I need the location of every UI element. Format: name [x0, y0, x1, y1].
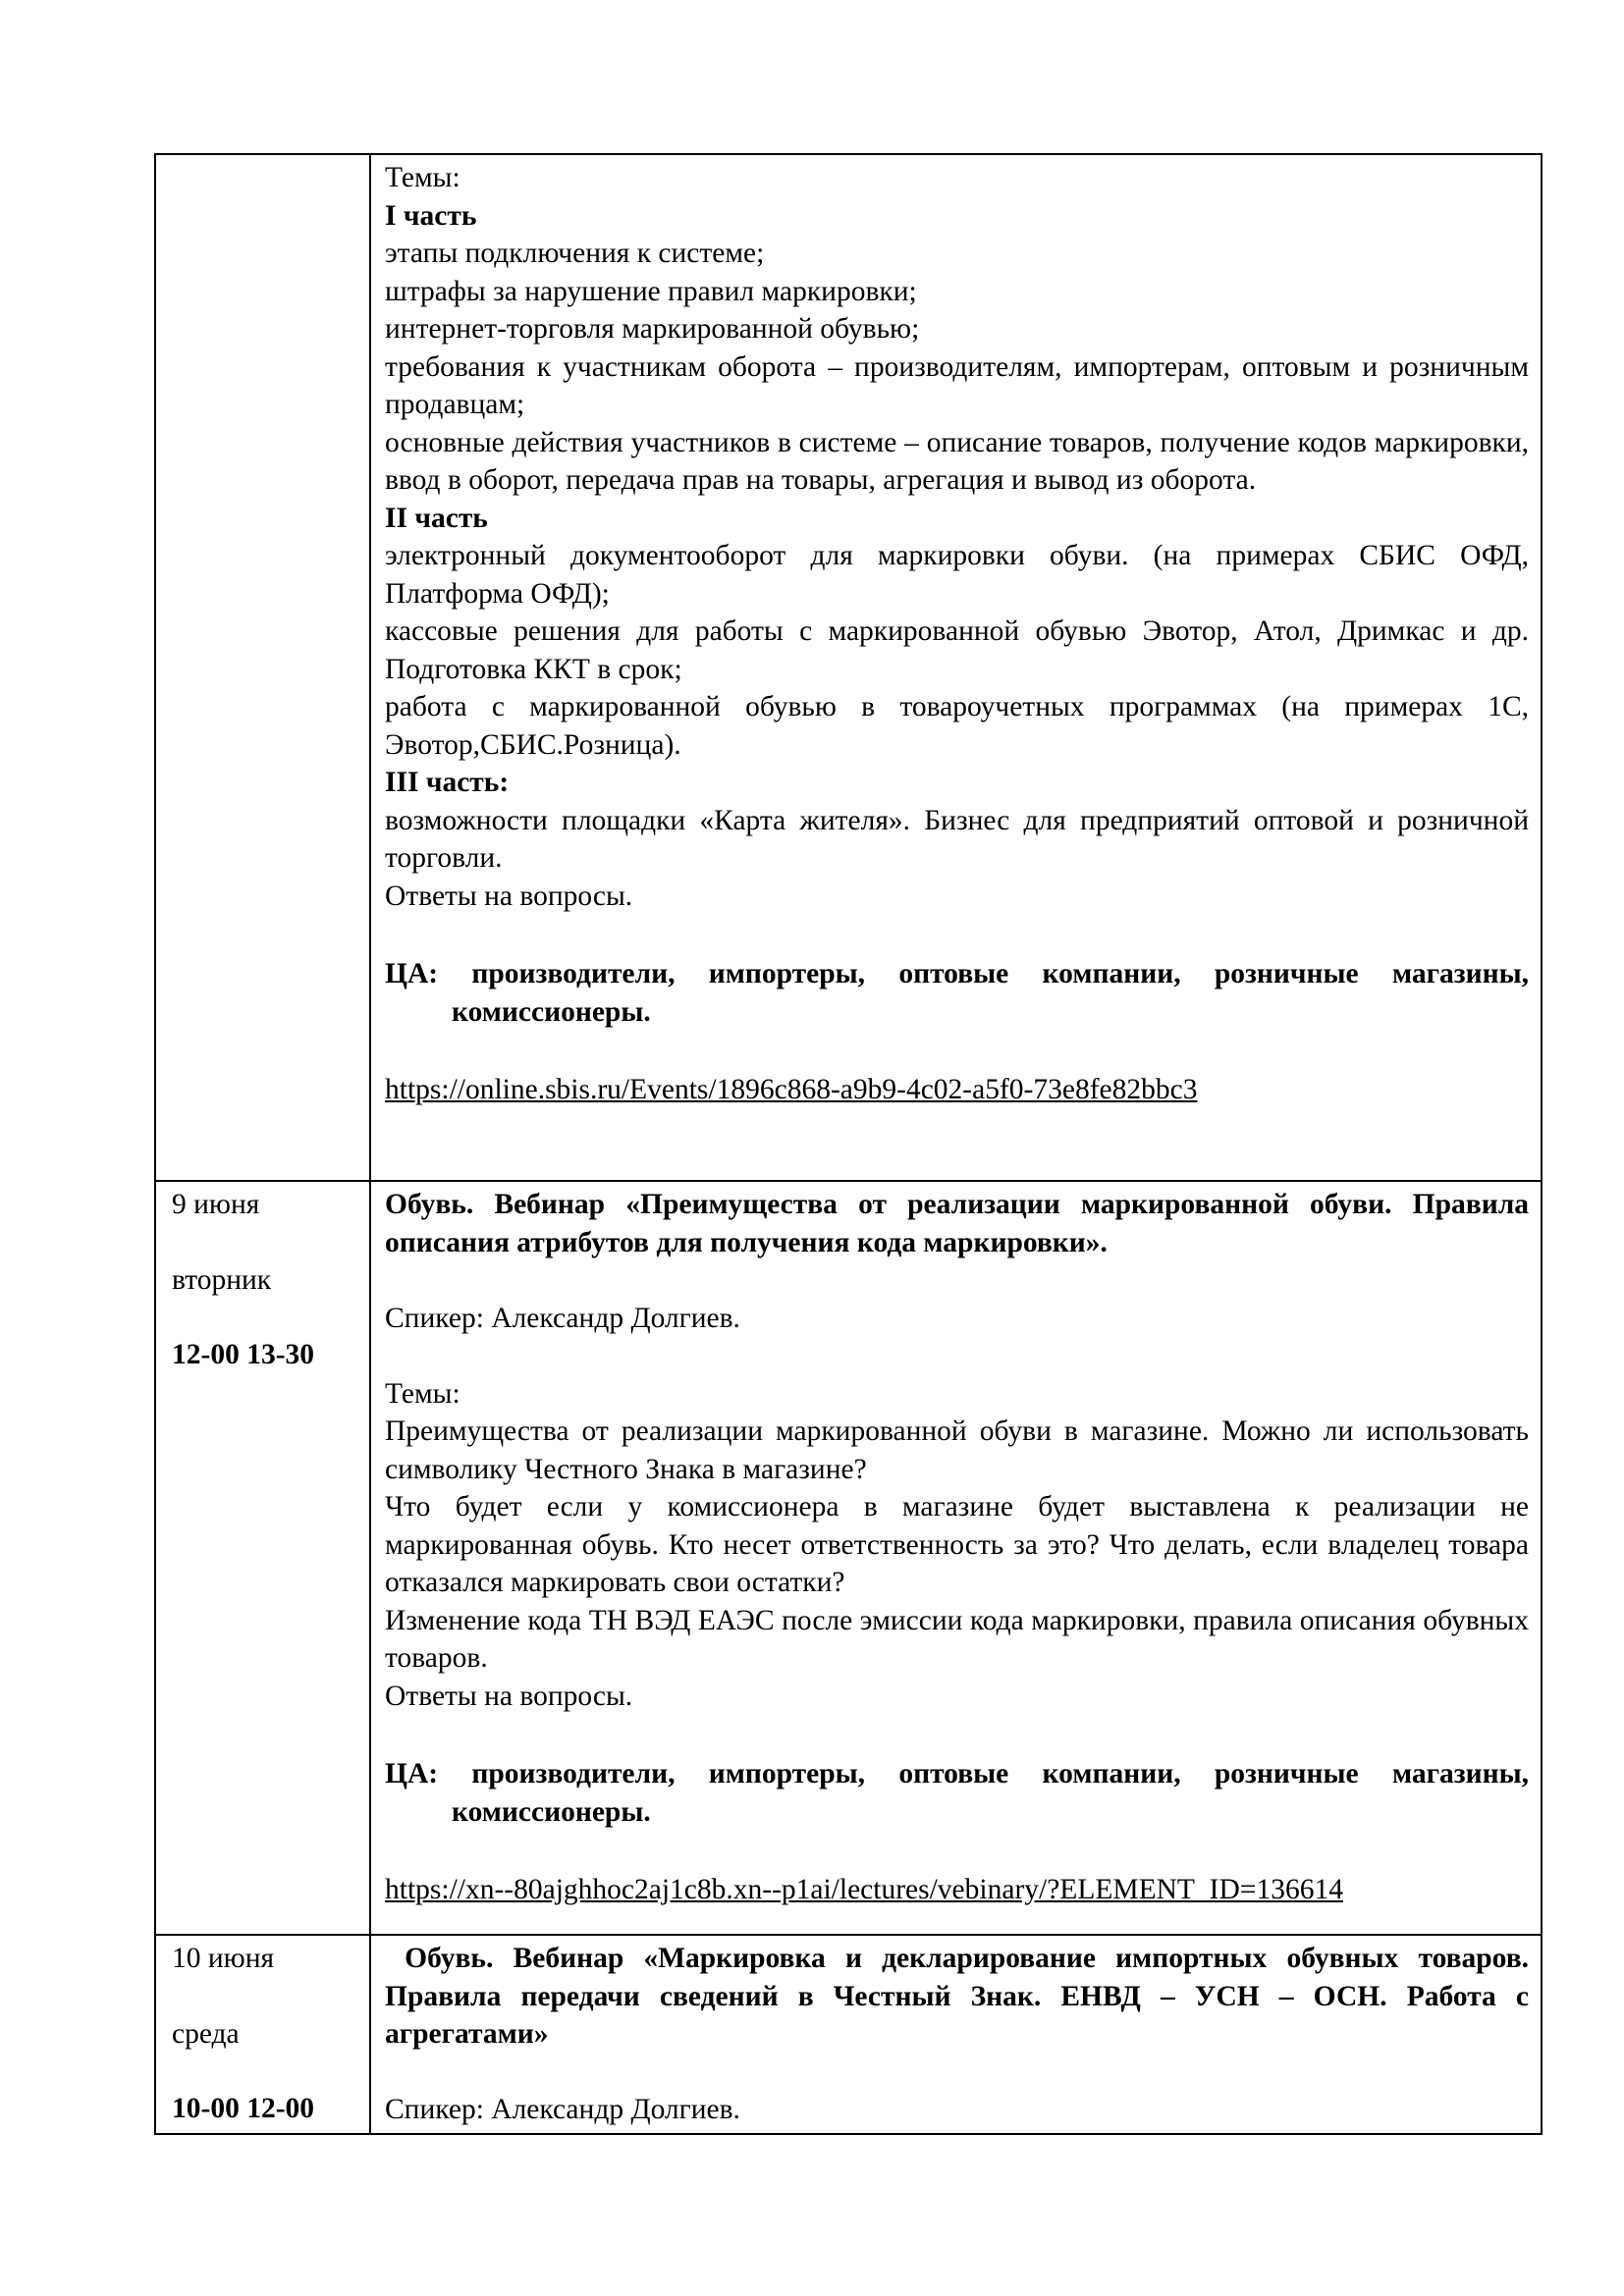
table-row [155, 1181, 1542, 1935]
part-3-heading: III часть: [385, 767, 510, 798]
event-date: 10 июня [172, 1943, 275, 1974]
event-weekday: среда [172, 2017, 240, 2050]
target-audience: ЦА: производители, импортеры, оптовые компании, розничные магазины, комиссионеры. [385, 958, 1529, 1028]
table-row [155, 1935, 1542, 2134]
part-2-heading: II часть [385, 502, 488, 534]
event-date: 9 июня [172, 1189, 260, 1220]
event-description-cell [370, 1181, 1542, 1935]
topic-item: требования к участникам оборота – производителям, импортерам, оптовым и розничным продавцам; [385, 350, 1529, 420]
topic-item: этапы подключения к системе; [385, 238, 765, 269]
topic-item: электронный документооборот для маркировки обуви. (на примерах СБИС ОФД, Платформа ОФД); [385, 540, 1529, 610]
date-cell [155, 154, 370, 1181]
event-time: 12-00 13-30 [172, 1339, 315, 1370]
topic-item: работа с маркированной обувью в товароучетных программах (на примерах 1С, Эвотор,СБИС.Розница). [385, 691, 1529, 761]
date-cell [155, 1181, 370, 1935]
topic-item: интернет-торговля маркированной обувью; [385, 313, 920, 345]
topics-label: Темы: [385, 1377, 460, 1410]
table-row [155, 154, 1542, 1181]
event-time: 10-00 12-00 [172, 2093, 315, 2124]
date-cell [155, 1935, 370, 2134]
topic-item: Ответы на вопросы. [385, 1680, 633, 1712]
topics-label: Темы: [385, 162, 460, 193]
topic-item: Ответы на вопросы. [385, 880, 633, 912]
target-audience: ЦА: производители, импортеры, оптовые компании, розничные магазины, комиссионеры. [385, 1758, 1529, 1828]
event-description-cell [370, 1935, 1542, 2134]
event-link[interactable]: https://online.sbis.ru/Events/1896c868-a9b9-4c02-a5f0-73e8fe82bbc3 [385, 1074, 1198, 1105]
part-1-heading: I часть [385, 199, 477, 232]
topic-item: основные действия участников в системе – описание товаров, получение кодов маркировки, ввод в оборот, передача прав на товары, агрегация и вывод из оборота. [385, 426, 1529, 496]
event-description-cell [370, 154, 1542, 1181]
webinar-schedule-table [154, 153, 1543, 2135]
event-speaker: Спикер: Александр Долгиев. [385, 1302, 740, 1334]
topic-item: Что будет если у комиссионера в магазине будет выставлена к реализации не маркированная обувь. Кто несет ответственность за это? Что делать, если владелец товара отказался маркировать свои остатки? [385, 1491, 1529, 1598]
topic-item: возможности площадки «Карта жителя». Бизнес для предприятий оптовой и розничной торговли. [385, 804, 1529, 874]
event-speaker: Спикер: Александр Долгиев. [385, 2094, 740, 2125]
event-weekday: вторник [172, 1263, 272, 1296]
event-title: Обувь. Вебинар «Преимущества от реализации маркированной обуви. Правила описания атрибутов для получения кода маркировки». [385, 1189, 1529, 1258]
event-title: Обувь. Вебинар «Маркировка и декларирование импортных обувных товаров. Правила передачи сведений в Честный Знак. ЕНВД – УСН – ОСН. Работа с агрегатами» [385, 1943, 1537, 2050]
topic-item: Преимущества от реализации маркированной обуви в магазине. Можно ли использовать символику Честного Знака в магазине? [385, 1415, 1529, 1485]
event-link[interactable]: https://xn--80ajghhoc2aj1c8b.xn--p1ai/lectures/vebinary/?ELEMENT_ID=136614 [385, 1874, 1343, 1905]
topic-item: штрафы за нарушение правил маркировки; [385, 275, 917, 307]
topic-item: кассовые решения для работы с маркированной обувью Эвотор, Атол, Дримкас и др. Подготовка ККТ в срок; [385, 615, 1529, 685]
topic-item: Изменение кода ТН ВЭД ЕАЭС после эмиссии кода маркировки, правила описания обувных товаров. [385, 1604, 1529, 1674]
